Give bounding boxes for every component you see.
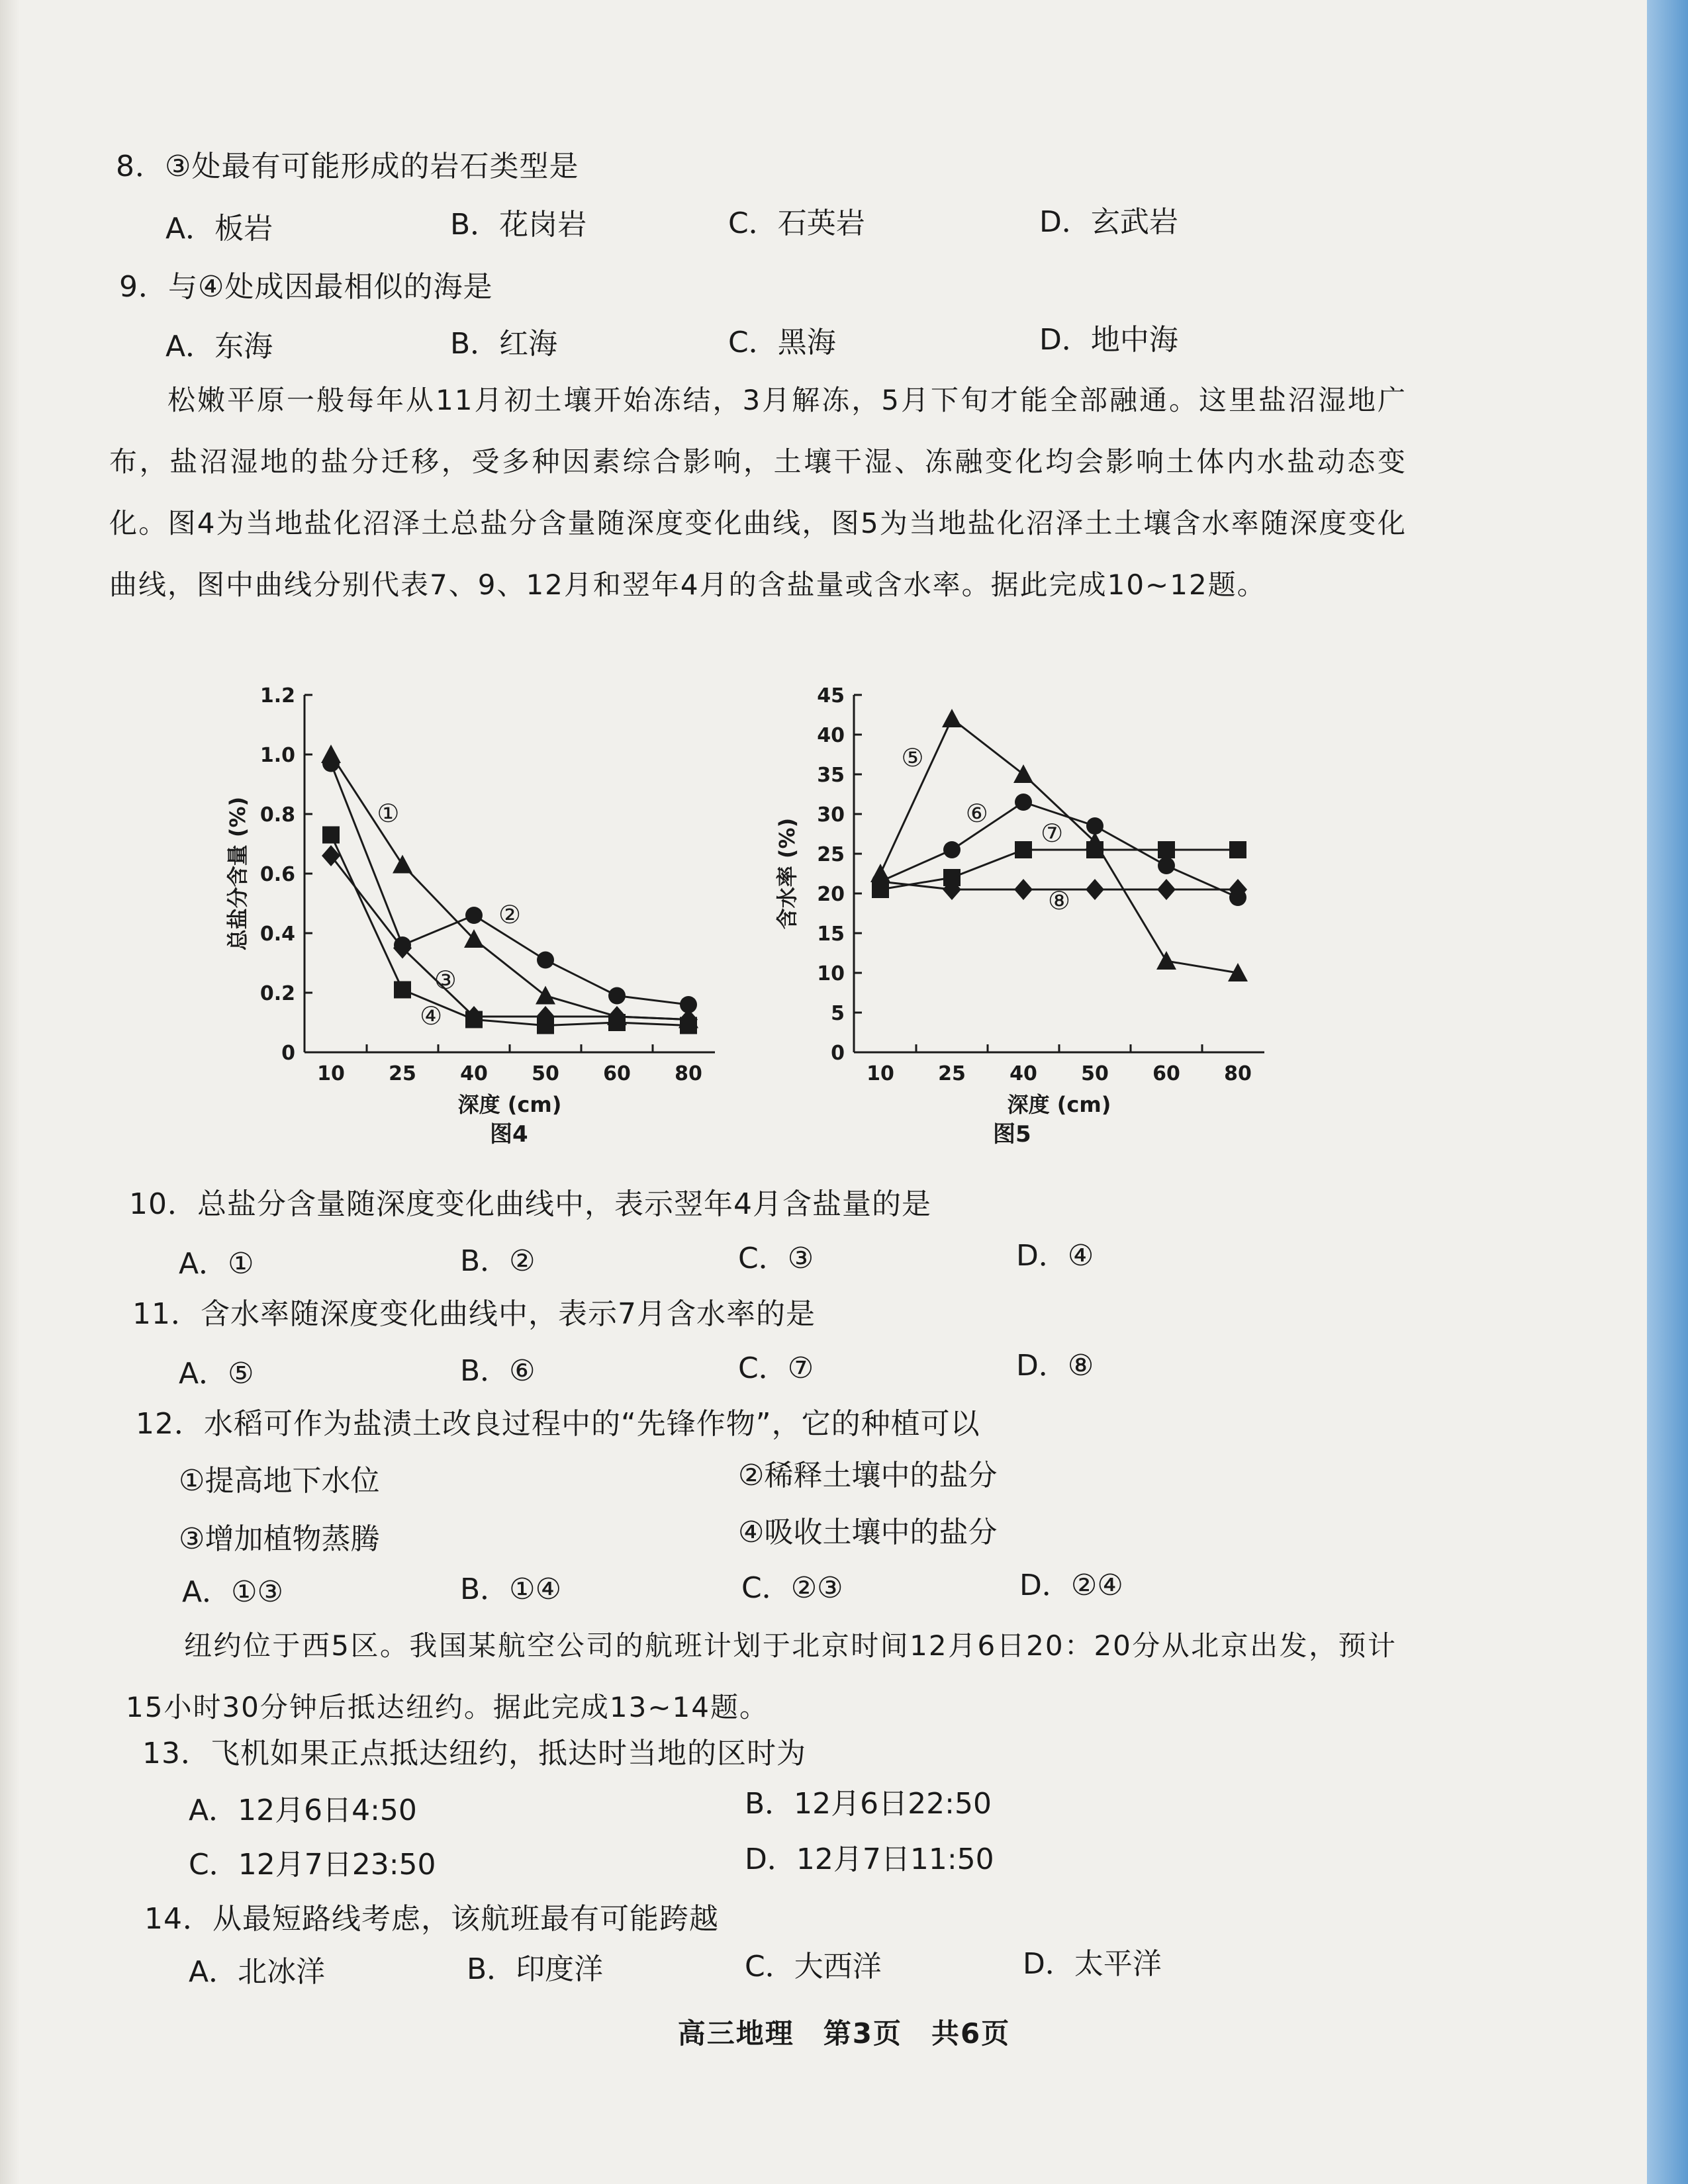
q12-item-1: ①提高地下水位: [179, 1464, 380, 1498]
q14-option-a: A．北冰洋: [189, 1955, 326, 1989]
fig5-x-tick-label: 80: [1224, 1062, 1252, 1085]
fig4-x-tick-label: 25: [389, 1062, 416, 1085]
fig4-point-2-0: [322, 827, 340, 844]
fig4-series-line-2: [331, 835, 688, 1026]
fig5-x-tick-label: 40: [1009, 1062, 1037, 1085]
fig5-point-2-4: [1158, 841, 1175, 858]
fig5-point-3-4: [1157, 879, 1176, 900]
q12-item-2: ②稀释土壤中的盐分: [738, 1459, 998, 1492]
q10-option-c: C．③: [738, 1242, 814, 1275]
q9-option-a: A．东海: [165, 330, 273, 363]
fig5-y-tick-label: 45: [817, 684, 845, 707]
q12-option-a: A．①③: [182, 1575, 283, 1609]
q10-option-b: B．②: [460, 1244, 536, 1278]
fig4-series-label-4: ④: [420, 1001, 443, 1030]
fig5-y-tick-label: 15: [817, 923, 845, 946]
fig5-series-line-2: [880, 850, 1238, 889]
fig4-y-tick-label: 0.2: [259, 982, 295, 1005]
q12-option-c: C．②③: [741, 1571, 843, 1605]
figure-4-svg: [218, 675, 748, 1138]
q9-stem: 9．与④处成因最相似的海是: [119, 270, 493, 304]
fig4-point-0-3: [536, 986, 555, 1005]
q12-item-4: ④吸收土壤中的盐分: [738, 1516, 998, 1549]
fig4-x-axis-label: 深度 (cm): [457, 1092, 562, 1117]
fig5-point-1-1: [943, 841, 961, 858]
q11-option-b: B．⑥: [460, 1354, 536, 1388]
fig5-y-tick-label: 25: [817, 843, 845, 866]
fig4-point-1-3: [537, 952, 554, 969]
q8-option-c: C．石英岩: [728, 206, 865, 240]
fig5-y-tick-label: 0: [831, 1042, 845, 1065]
background-edge: [1647, 0, 1688, 2184]
intro-13-14: 纽约位于西5区。我国某航空公司的航班计划于北京时间12月6日20：20分从北京出发，预计15小时30分钟后抵达纽约。据此完成13~14题。: [126, 1629, 1397, 1723]
fig4-series-label-3: ③: [434, 966, 457, 995]
q8-option-d: D．玄武岩: [1039, 205, 1178, 239]
paper-shadow: [0, 0, 20, 2184]
fig4-series-line-0: [331, 754, 688, 1020]
q12-option-d: D．②④: [1019, 1569, 1123, 1602]
fig5-series-label-8: ⑧: [1047, 886, 1071, 915]
fig4-x-tick-label: 60: [603, 1062, 631, 1085]
fig5-y-tick-label: 30: [817, 803, 845, 827]
q13-stem: 13．飞机如果正点抵达纽约，抵达时当地的区时为: [142, 1737, 806, 1770]
fig5-x-tick-label: 60: [1152, 1062, 1180, 1085]
fig4-series-label-2: ②: [498, 900, 522, 929]
q14-option-d: D．太平洋: [1023, 1947, 1162, 1981]
q13-option-a: A．12月6日4:50: [189, 1794, 417, 1827]
fig5-x-tick-label: 50: [1081, 1062, 1109, 1085]
q11-option-c: C．⑦: [738, 1351, 814, 1385]
fig5-point-0-2: [1013, 764, 1033, 783]
fig4-x-tick-label: 80: [675, 1062, 702, 1085]
fig5-y-tick-label: 20: [817, 883, 845, 906]
fig5-point-0-4: [1156, 951, 1176, 970]
q12-stem: 12．水稻可作为盐渍土改良过程中的“先锋作物”，它的种植可以: [136, 1407, 980, 1441]
fig5-series-label-6: ⑥: [965, 799, 988, 828]
q14-option-c: C．大西洋: [745, 1950, 882, 1983]
figure-5-caption: 图5: [993, 1121, 1031, 1148]
q13-option-c: C．12月7日23:50: [189, 1848, 436, 1882]
fig5-point-0-1: [942, 709, 962, 727]
fig4-x-tick-label: 50: [532, 1062, 559, 1085]
q11-option-d: D．⑧: [1016, 1349, 1094, 1383]
fig5-point-1-4: [1158, 857, 1175, 874]
q12-option-b: B．①④: [460, 1572, 562, 1606]
intro-10-12: 松嫩平原一般每年从11月初土壤开始冻结，3月解冻，5月下旬才能全部融通。这里盐沼湿地广布，盐沼湿地的盐分迁移，受多种因素综合影响，土壤干湿、冻融变化均会影响土体内水盐动态变化。图4为当地盐化沼泽土总盐分含量随深度变化曲线，图5为当地盐化沼泽土土壤含水率随深度变化曲线，图中曲线分别代表7、9、12月和翌年4月的含盐量或含水率。据此完成10~12题。: [109, 384, 1407, 601]
fig5-y-tick-label: 40: [817, 724, 845, 747]
figure-4-caption: 图4: [490, 1121, 528, 1148]
q9-option-c: C．黑海: [728, 326, 836, 359]
fig4-point-1-2: [465, 907, 483, 924]
fig5-point-1-2: [1015, 794, 1032, 811]
q10-option-d: D．④: [1016, 1239, 1094, 1273]
fig5-point-3-3: [1086, 879, 1104, 900]
fig5-point-2-3: [1086, 841, 1103, 858]
q10-option-a: A．①: [179, 1247, 254, 1281]
fig4-series-label-1: ①: [377, 799, 400, 828]
q8-option-b: B．花岗岩: [450, 208, 587, 242]
q11-option-a: A．⑤: [179, 1357, 254, 1390]
q8-option-a: A．板岩: [165, 212, 273, 246]
fig4-y-tick-label: 0.6: [259, 863, 295, 886]
fig5-x-axis-label: 深度 (cm): [1007, 1092, 1111, 1117]
fig4-point-1-0: [322, 755, 340, 772]
fig4-point-2-1: [394, 981, 411, 999]
q8-stem: 8．③处最有可能形成的岩石类型是: [116, 150, 579, 183]
fig5-y-tick-label: 35: [817, 764, 845, 787]
fig4-y-tick-label: 1.0: [259, 744, 295, 767]
fig4-y-tick-label: 0.4: [259, 923, 295, 946]
q10-stem: 10．总盐分含量随深度变化曲线中，表示翌年4月含盐量的是: [129, 1187, 931, 1221]
fig5-y-tick-label: 10: [817, 962, 845, 985]
fig5-y-tick-label: 5: [831, 1002, 845, 1025]
page-footer: 高三地理 第3页 共6页: [677, 2017, 1011, 2050]
fig4-point-1-4: [608, 987, 626, 1005]
fig4-point-0-1: [393, 855, 412, 874]
figure-5-svg: [768, 675, 1297, 1138]
fig5-point-1-3: [1086, 817, 1103, 835]
q9-option-d: D．地中海: [1039, 323, 1178, 357]
q11-stem: 11．含水率随深度变化曲线中，表示7月含水率的是: [132, 1297, 816, 1331]
figure-5: [768, 675, 1297, 1141]
fig4-y-tick-label: 1.2: [259, 684, 295, 707]
q12-item-3: ③增加植物蒸腾: [179, 1522, 380, 1556]
fig5-point-2-2: [1015, 841, 1032, 858]
fig5-point-3-2: [1014, 879, 1033, 900]
fig4-x-tick-label: 10: [317, 1062, 345, 1085]
q13-option-d: D．12月7日11:50: [745, 1843, 994, 1876]
fig5-x-tick-label: 25: [938, 1062, 966, 1085]
q9-option-b: B．红海: [450, 327, 558, 361]
fig4-y-axis-label: 总盐分含量 (%): [225, 796, 250, 951]
fig4-y-tick-label: 0.8: [259, 803, 295, 827]
fig5-point-2-5: [1229, 841, 1246, 858]
q14-stem: 14．从最短路线考虑，该航班最有可能跨越: [144, 1902, 719, 1936]
figure-4: [218, 675, 748, 1141]
fig5-series-label-7: ⑦: [1041, 819, 1064, 848]
fig4-y-tick-label: 0: [281, 1042, 295, 1065]
q13-option-b: B．12月6日22:50: [745, 1787, 992, 1821]
fig4-x-tick-label: 40: [460, 1062, 488, 1085]
fig5-series-label-5: ⑤: [901, 743, 924, 772]
fig5-x-tick-label: 10: [867, 1062, 894, 1085]
q14-option-b: B．印度洋: [467, 1952, 604, 1986]
fig5-y-axis-label: 含水率 (%): [774, 817, 800, 930]
